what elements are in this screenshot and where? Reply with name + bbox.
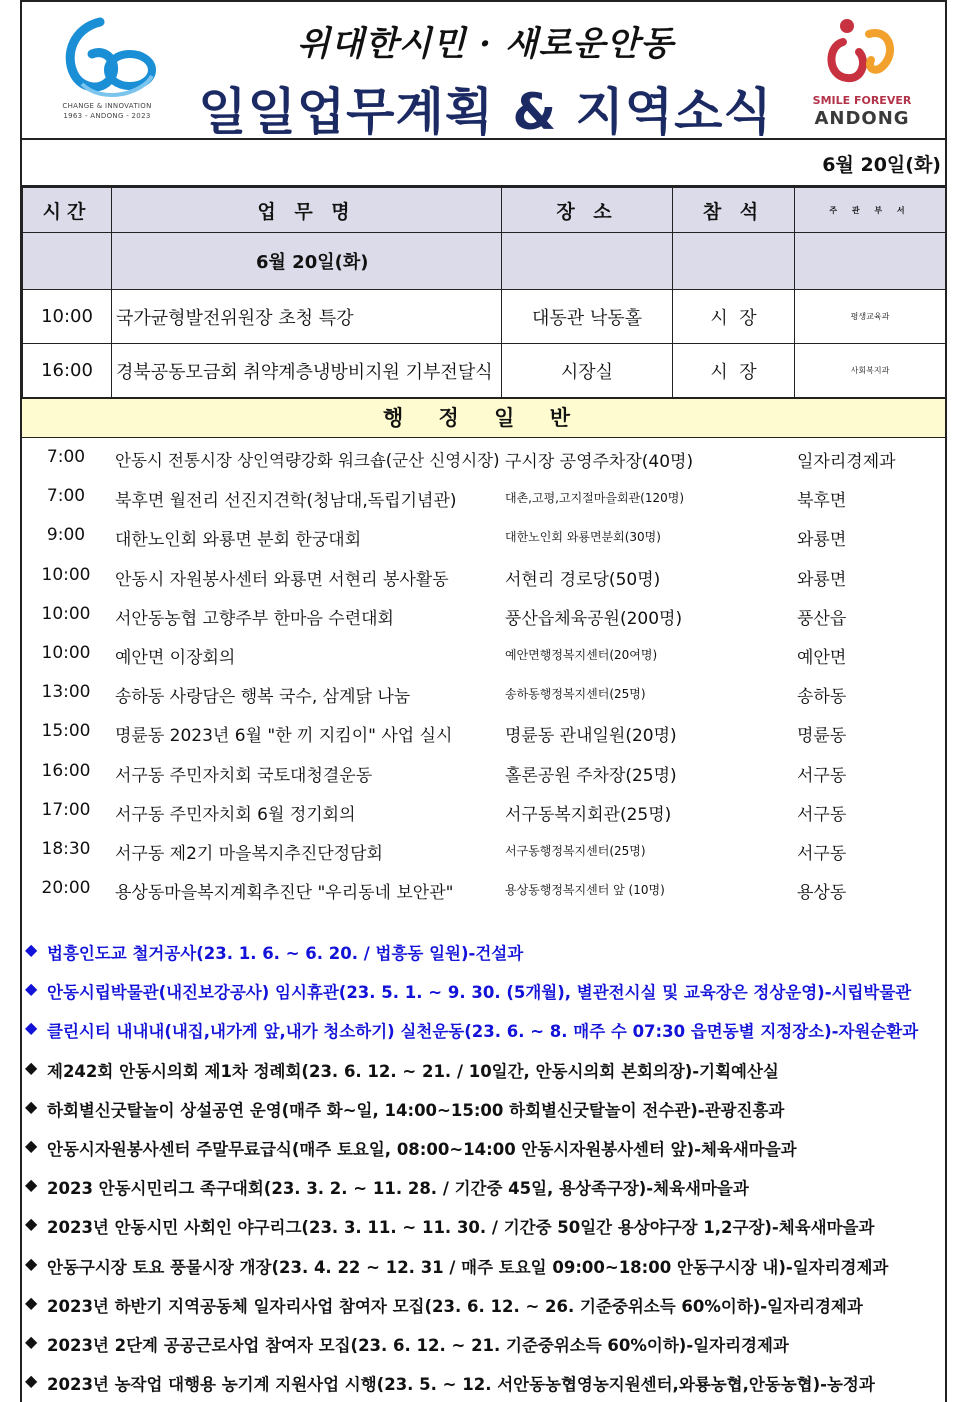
item-dept: 와룡면 xyxy=(797,569,847,590)
event-dept: 사회복지과 xyxy=(795,344,946,398)
list-item xyxy=(22,869,945,908)
diamond-bullet-icon: ◆ xyxy=(25,940,38,959)
slogan: 위대한시민 · 새로운안동 xyxy=(297,24,674,64)
item-place: 구시장 공영주차장(40명) xyxy=(505,452,694,472)
item-time: 15:00 xyxy=(41,721,91,742)
event-dept: 평생교육과 xyxy=(795,290,946,344)
notice-item xyxy=(22,1244,949,1283)
page-title: 일일업무계획 & 지역소식 xyxy=(198,83,773,141)
diamond-bullet-icon: ◆ xyxy=(25,1135,38,1155)
event-name: 국가균형발전위원장 초청 특강 xyxy=(112,290,502,344)
col-dept: 주 관 부 서 xyxy=(795,188,946,233)
event-attendee: 시 장 xyxy=(673,344,795,398)
diamond-bullet-icon: ◆ xyxy=(25,1018,38,1038)
list-item xyxy=(22,830,945,869)
item-name: 송하동 사랑담은 행복 국수, 삼계닭 나눔 xyxy=(115,687,411,708)
list-item xyxy=(22,712,945,751)
diamond-bullet-icon: ◆ xyxy=(25,1057,38,1077)
col-task: 업 무 명 xyxy=(112,188,502,233)
item-dept: 예안면 xyxy=(797,647,847,668)
item-place: 서구동행정복지센터(25명) xyxy=(505,843,646,858)
schedule-table xyxy=(22,187,946,398)
item-time: 17:00 xyxy=(41,799,91,820)
notice-item xyxy=(22,1008,949,1047)
notice-item xyxy=(22,1126,949,1165)
item-dept: 서구동 xyxy=(797,804,847,825)
item-time: 16:00 xyxy=(41,760,91,781)
item-place: 대촌,고평,고지절마을회관(120명) xyxy=(505,491,685,506)
list-item xyxy=(22,673,945,712)
notice-item xyxy=(22,1165,949,1204)
item-dept: 서구동 xyxy=(797,843,847,864)
document-page xyxy=(20,0,947,1402)
item-time: 13:00 xyxy=(41,682,91,703)
diamond-bullet-icon: ◆ xyxy=(25,1214,38,1234)
col-attendee: 참 석 xyxy=(673,188,795,233)
logo-right-line2: ANDONG xyxy=(814,108,910,129)
item-name: 서구동 주민자치회 국토대청결운동 xyxy=(115,765,373,786)
notice-text: 제242회 안동시의회 제1차 정례회(23. 6. 12. ~ 21. / 10일간, 안동시의회 본회의장)-기획예산실 xyxy=(47,1061,779,1081)
item-place: 서현리 경로당(50명) xyxy=(505,569,661,590)
logo-left-line2: 1963 - ANDONG - 2023 xyxy=(63,112,151,120)
item-name: 안동시 전통시장 상인역량강화 워크숍(군산 신영시장) xyxy=(115,451,500,470)
item-time: 10:00 xyxy=(41,564,91,585)
list-item xyxy=(22,477,945,516)
notice-text: 2023년 하반기 지역공동체 일자리사업 참여자 모집(23. 6. 12. ~ 26. 기준중위소득 60%이하)-일자리경제과 xyxy=(47,1296,863,1316)
item-time: 10:00 xyxy=(41,642,91,663)
item-name: 북후면 월전리 선진지견학(청남대,독립기념관) xyxy=(115,491,457,512)
diamond-bullet-icon: ◆ xyxy=(25,1253,38,1273)
notice-text: 2023년 농작업 대행용 농기계 지원사업 시행(23. 5. ~ 12. 서안동농협영농지원센터,와룡농협,안동농협)-농정과 xyxy=(47,1375,875,1395)
item-name: 명륜동 2023년 6월 "한 끼 지킴이" 사업 실시 xyxy=(115,726,453,747)
item-time: 9:00 xyxy=(46,525,86,546)
item-time: 7:00 xyxy=(46,447,86,467)
list-item xyxy=(22,516,945,555)
notice-item xyxy=(22,1087,949,1126)
event-place: 시장실 xyxy=(502,344,673,398)
item-name: 안동시 자원봉사센터 와룡면 서현리 봉사활동 xyxy=(115,569,449,590)
item-dept: 북후면 xyxy=(797,491,847,512)
notice-text: 안동시립박물관(내진보강공사) 임시휴관(23. 5. 1. ~ 9. 30. (5개월), 별관전시실 및 교육장은 정상운영)-시립박물관 xyxy=(47,983,912,1003)
notice-text: 하회별신굿탈놀이 상설공연 운영(매주 화~일, 14:00~15:00 하회별신굿탈놀이 전수관)-관광진흥과 xyxy=(47,1100,785,1120)
item-name: 예안면 이장회의 xyxy=(115,647,236,668)
admin-list xyxy=(22,438,945,908)
item-name: 대한노인회 와룡면 분회 한궁대회 xyxy=(115,530,362,551)
schedule-header-row xyxy=(23,188,946,233)
event-place: 대동관 낙동홀 xyxy=(502,290,673,344)
notice-text: 안동시자원봉사센터 주말무료급식(매주 토요일, 08:00~14:00 안동시자원봉사센터 앞)-체육새마을과 xyxy=(47,1139,797,1159)
notice-item xyxy=(22,1322,949,1361)
item-dept: 명륜동 xyxy=(797,726,847,747)
notice-item xyxy=(22,1361,949,1400)
item-place: 송하동행정복지센터(25명) xyxy=(505,687,646,702)
item-name: 용상동마을복지계획추진단 "우리동네 보안관" xyxy=(115,883,454,904)
col-place: 장 소 xyxy=(502,188,673,233)
item-name: 서안동농협 고향주부 한마음 수련대회 xyxy=(115,608,394,629)
item-dept: 와룡면 xyxy=(797,530,847,551)
item-place: 용상동행정복지센터 앞 (10명) xyxy=(505,883,665,898)
item-name: 서구동 제2기 마을복지추진단정담회 xyxy=(115,843,383,864)
list-item xyxy=(22,556,945,595)
diamond-bullet-icon: ◆ xyxy=(25,1175,38,1195)
schedule-date: 6월 20일(화) xyxy=(112,233,502,290)
smile-forever-andong-logo xyxy=(797,12,927,130)
item-time: 18:30 xyxy=(41,838,91,859)
logo-right-line1: SMILE FOREVER xyxy=(812,94,912,107)
item-name: 서구동 주민자치회 6월 정기회의 xyxy=(115,804,356,825)
diamond-bullet-icon: ◆ xyxy=(25,979,38,999)
document-date: 6월 20일(화) xyxy=(822,154,941,176)
notice-item xyxy=(22,1048,949,1087)
diamond-bullet-icon: ◆ xyxy=(25,1331,38,1351)
item-place: 풍산읍체육공원(200명) xyxy=(505,608,683,629)
notice-text: 2023 안동시민리그 족구대회(23. 3. 2. ~ 11. 28. / 기간중 45일, 용상족구장)-체육새마을과 xyxy=(47,1179,749,1199)
notice-text: 안동구시장 토요 풍물시장 개장(23. 4. 22 ~ 12. 31 / 매주 토요일 09:00~18:00 안동구시장 내)-일자리경제과 xyxy=(47,1257,889,1277)
item-place: 서구동복지회관(25명) xyxy=(505,804,672,825)
diamond-bullet-icon: ◆ xyxy=(25,1292,38,1312)
date-row xyxy=(22,140,945,187)
list-item xyxy=(22,752,945,791)
item-place: 대한노인회 와룡면분회(30명) xyxy=(505,530,661,545)
item-time: 7:00 xyxy=(46,486,86,507)
list-item xyxy=(22,791,945,830)
item-time: 10:00 xyxy=(41,603,91,624)
diamond-bullet-icon: ◆ xyxy=(25,1371,38,1391)
event-time: 16:00 xyxy=(23,344,112,398)
admin-section-title: 행 정 일 반 xyxy=(22,398,945,438)
table-row xyxy=(23,344,946,398)
list-item xyxy=(22,634,945,673)
diamond-bullet-icon: ◆ xyxy=(25,1096,38,1116)
notice-text: 2023년 2단계 공공근로사업 참여자 모집(23. 6. 12. ~ 21. 기준중위소득 60%이하)-일자리경제과 xyxy=(47,1335,789,1355)
item-place: 예안면행정복지센터(20여명) xyxy=(505,647,658,662)
logo-left-line1: CHANGE & INNOVATION xyxy=(62,102,152,110)
notice-text: 클린시티 내내내(내집,내가게 앞,내가 청소하기) 실천운동(23. 6. ~ 8. 매주 수 07:30 읍면동별 지정장소)-자원순환과 xyxy=(47,1022,919,1042)
col-time: 시간 xyxy=(23,188,112,233)
notice-item xyxy=(22,930,949,969)
document-header xyxy=(22,0,945,140)
item-dept: 풍산읍 xyxy=(797,608,847,629)
event-time: 10:00 xyxy=(23,290,112,344)
item-place: 홀론공원 주차장(25명) xyxy=(505,765,677,786)
list-item xyxy=(22,595,945,634)
notice-list xyxy=(22,930,949,1400)
item-dept: 용상동 xyxy=(797,883,847,904)
notice-item xyxy=(22,969,949,1008)
item-dept: 송하동 xyxy=(797,687,847,708)
event-name: 경북공동모금회 취약계층냉방비지원 기부전달식 xyxy=(112,344,502,398)
notice-text: 2023년 안동시민 사회인 야구리그(23. 3. 11. ~ 11. 30. / 기간중 50일간 용상야구장 1,2구장)-체육새마을과 xyxy=(47,1218,875,1238)
list-item xyxy=(22,438,945,477)
event-attendee: 시 장 xyxy=(673,290,795,344)
schedule-date-row xyxy=(23,233,946,290)
notice-item xyxy=(22,1283,949,1322)
notice-item xyxy=(22,1204,949,1243)
item-place: 명륜동 관내일원(20명) xyxy=(505,726,677,747)
item-dept: 일자리경제과 xyxy=(797,452,896,472)
table-row xyxy=(23,290,946,344)
item-time: 20:00 xyxy=(41,878,91,899)
item-dept: 서구동 xyxy=(797,765,847,786)
notice-text: 법흥인도교 철거공사(23. 1. 6. ~ 6. 20. / 법흥동 일원)-건설과 xyxy=(47,944,524,963)
